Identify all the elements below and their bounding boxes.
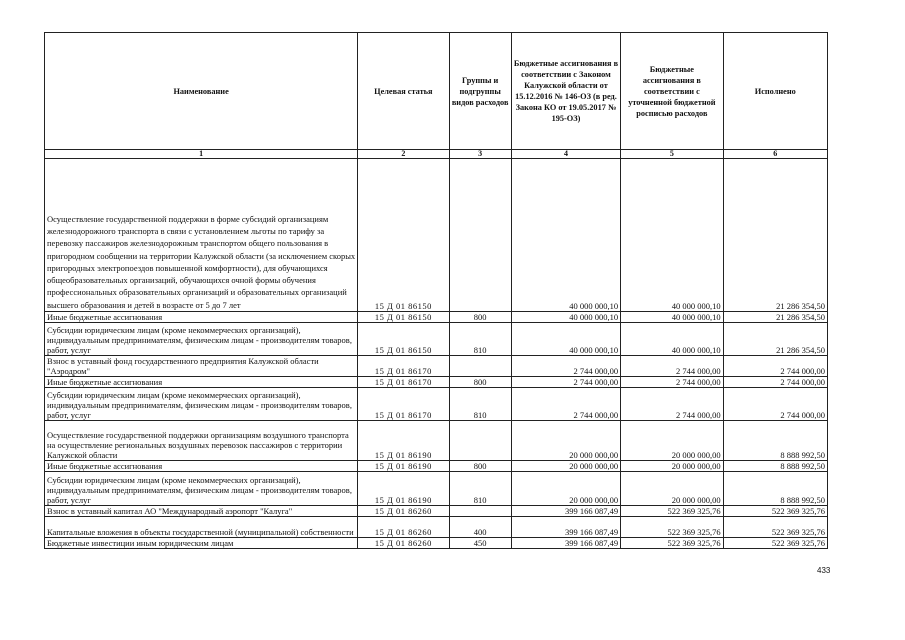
row-name: Субсидии юридическим лицам (кроме некоммерческих организаций), индивидуальным предпринимателям, физическим лицам - производителям товаров, работ, услуг (45, 388, 358, 421)
row-expense-group: 800 (449, 377, 511, 388)
header-expense-groups: Группы и подгруппы видов расходов (449, 33, 511, 150)
page-number: 433 (817, 566, 831, 575)
row-refined-amount: 20 000 000,00 (621, 472, 723, 506)
row-executed-amount: 522 369 325,76 (723, 538, 827, 549)
row-expense-group (449, 421, 511, 461)
row-target-code: 15 Д 01 86170 (358, 356, 449, 377)
column-number: 6 (723, 150, 827, 159)
column-number: 5 (621, 150, 723, 159)
table-row (45, 356, 828, 377)
row-target-code: 15 Д 01 86260 (358, 538, 449, 549)
column-number: 1 (45, 150, 358, 159)
row-refined-amount: 20 000 000,00 (621, 461, 723, 472)
row-approved-amount: 40 000 000,10 (511, 159, 620, 312)
row-name: Взнос в уставный фонд государственного предприятия Калужской области "Аэродром" (45, 356, 358, 377)
row-refined-amount: 2 744 000,00 (621, 377, 723, 388)
header-target-article: Целевая статья (358, 33, 449, 150)
row-name: Иные бюджетные ассигнования (45, 377, 358, 388)
row-target-code: 15 Д 01 86260 (358, 506, 449, 517)
row-executed-amount: 522 369 325,76 (723, 506, 827, 517)
row-executed-amount: 8 888 992,50 (723, 472, 827, 506)
row-approved-amount: 399 166 087,49 (511, 538, 620, 549)
row-executed-amount: 21 286 354,50 (723, 323, 827, 356)
row-approved-amount: 40 000 000,10 (511, 312, 620, 323)
row-executed-amount: 522 369 325,76 (723, 517, 827, 538)
table-row (45, 517, 828, 538)
row-target-code: 15 Д 01 86190 (358, 461, 449, 472)
row-refined-amount: 40 000 000,10 (621, 323, 723, 356)
row-refined-amount: 20 000 000,00 (621, 421, 723, 461)
table-row (45, 472, 828, 506)
row-approved-amount: 399 166 087,49 (511, 506, 620, 517)
table-row (45, 506, 828, 517)
column-number: 3 (449, 150, 511, 159)
row-executed-amount: 2 744 000,00 (723, 388, 827, 421)
row-name: Осуществление государственной поддержки организациям воздушного транспорта на осуществление региональных воздушных перевозок пассажиров с территории Калужской области (45, 421, 358, 461)
row-name: Осуществление государственной поддержки в форме субсидий организациям железнодорожного транспорта в связи с установлением льготы по тарифу за перевозку пассажиров железнодорожным транспортом общего пользования в пригородном сообщении на территории Калужской области (за исключением скорых пригородных электропоездов повышенной комфортности), для обучающихся общеобразовательных организаций, обучающихся очной формы обучения профессиональных образовательных организаций и образовательных организаций высшего образования и детей в возрасте от 5 до 7 лет (45, 159, 358, 312)
row-expense-group: 810 (449, 472, 511, 506)
row-executed-amount: 8 888 992,50 (723, 461, 827, 472)
column-number-row (45, 150, 828, 159)
row-approved-amount: 20 000 000,00 (511, 472, 620, 506)
table-row (45, 538, 828, 549)
table-row (45, 388, 828, 421)
row-target-code: 15 Д 01 86190 (358, 472, 449, 506)
row-approved-amount: 2 744 000,00 (511, 388, 620, 421)
row-refined-amount: 522 369 325,76 (621, 506, 723, 517)
row-name: Иные бюджетные ассигнования (45, 461, 358, 472)
row-expense-group: 400 (449, 517, 511, 538)
row-approved-amount: 2 744 000,00 (511, 356, 620, 377)
header-name: Наименование (45, 33, 358, 150)
row-target-code: 15 Д 01 86190 (358, 421, 449, 461)
row-expense-group: 450 (449, 538, 511, 549)
row-refined-amount: 40 000 000,10 (621, 312, 723, 323)
row-target-code: 15 Д 01 86150 (358, 312, 449, 323)
row-approved-amount: 20 000 000,00 (511, 421, 620, 461)
table-row (45, 421, 828, 461)
table-row (45, 377, 828, 388)
row-expense-group (449, 159, 511, 312)
row-name: Иные бюджетные ассигнования (45, 312, 358, 323)
row-name: Субсидии юридическим лицам (кроме некоммерческих организаций), индивидуальным предпринимателям, физическим лицам - производителям товаров, работ, услуг (45, 323, 358, 356)
header-executed: Исполнено (723, 33, 827, 150)
table-row (45, 461, 828, 472)
row-expense-group (449, 356, 511, 377)
row-name: Капитальные вложения в объекты государственной (муниципальной) собственности (45, 517, 358, 538)
table-row (45, 312, 828, 323)
row-executed-amount: 2 744 000,00 (723, 356, 827, 377)
row-expense-group (449, 506, 511, 517)
row-expense-group: 810 (449, 388, 511, 421)
header-approved-allocations: Бюджетные ассигнования в соответствии с Законом Калужской области от 15.12.2016 № 146-ОЗ (в ред. Закона КО от 19.05.2017 № 195-ОЗ) (511, 33, 620, 150)
table-row (45, 159, 828, 312)
row-target-code: 15 Д 01 86170 (358, 388, 449, 421)
row-approved-amount: 20 000 000,00 (511, 461, 620, 472)
row-target-code: 15 Д 01 86150 (358, 159, 449, 312)
row-target-code: 15 Д 01 86170 (358, 377, 449, 388)
row-name: Взнос в уставный капитал АО "Международный аэропорт "Калуга" (45, 506, 358, 517)
row-executed-amount: 21 286 354,50 (723, 159, 827, 312)
row-approved-amount: 2 744 000,00 (511, 377, 620, 388)
row-name: Бюджетные инвестиции иным юридическим лицам (45, 538, 358, 549)
budget-table (44, 32, 828, 549)
row-executed-amount: 21 286 354,50 (723, 312, 827, 323)
row-approved-amount: 40 000 000,10 (511, 323, 620, 356)
row-name: Субсидии юридическим лицам (кроме некоммерческих организаций), индивидуальным предпринимателям, физическим лицам - производителям товаров, работ, услуг (45, 472, 358, 506)
row-refined-amount: 522 369 325,76 (621, 538, 723, 549)
row-refined-amount: 2 744 000,00 (621, 388, 723, 421)
column-number: 2 (358, 150, 449, 159)
row-expense-group: 810 (449, 323, 511, 356)
row-approved-amount: 399 166 087,49 (511, 517, 620, 538)
row-expense-group: 800 (449, 312, 511, 323)
row-executed-amount: 8 888 992,50 (723, 421, 827, 461)
header-refined-allocations: Бюджетные ассигнования в соответствии с уточненной бюджетной росписью расходов (621, 33, 723, 150)
row-refined-amount: 2 744 000,00 (621, 356, 723, 377)
row-executed-amount: 2 744 000,00 (723, 377, 827, 388)
row-target-code: 15 Д 01 86150 (358, 323, 449, 356)
row-expense-group: 800 (449, 461, 511, 472)
table-row (45, 323, 828, 356)
column-number: 4 (511, 150, 620, 159)
row-refined-amount: 522 369 325,76 (621, 517, 723, 538)
table-header-row (45, 33, 828, 150)
row-refined-amount: 40 000 000,10 (621, 159, 723, 312)
row-target-code: 15 Д 01 86260 (358, 517, 449, 538)
